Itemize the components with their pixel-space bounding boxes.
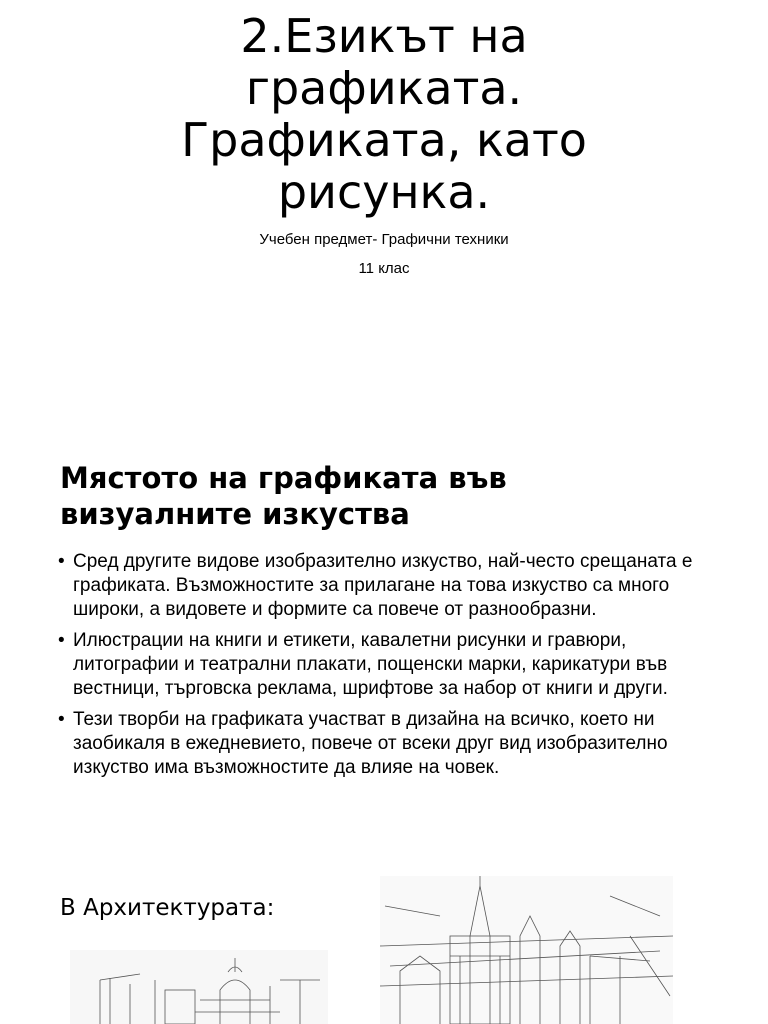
architecture-sketch-left xyxy=(70,950,328,1024)
bullet-list xyxy=(58,550,718,787)
list-item xyxy=(58,708,718,780)
list-item xyxy=(58,550,718,622)
bullet-icon: • xyxy=(58,551,65,572)
section-heading: Мястото на графиката във визуалните изкуства xyxy=(60,461,507,531)
content-slide xyxy=(0,440,768,860)
grade-subtitle: 11 клас xyxy=(358,260,410,277)
bullet-text: Сред другите видове изобразително изкуство, най-често срещаната е графиката. Възможностите за прилагане на това изкуство са много широки, а видовете и формите са повече от разнообразни. xyxy=(73,551,693,620)
bullet-text: Илюстрации на книги и етикети, кавалетни рисунки и гравюри, литографии и театрални плакати, пощенски марки, карикатури във вестници, търговска реклама, шрифтове за набор от книги и други. xyxy=(73,630,668,699)
bullet-icon: • xyxy=(58,630,65,651)
bullet-icon: • xyxy=(58,709,65,730)
subject-subtitle: Учебен предмет- Графични техники xyxy=(259,231,509,248)
title-line: Графиката, като xyxy=(181,113,587,167)
title-slide xyxy=(0,0,768,440)
architecture-slide xyxy=(0,860,768,1024)
title-line: графиката. xyxy=(245,61,523,115)
title-line: 2.Езикът на xyxy=(240,9,528,63)
list-item xyxy=(58,629,718,701)
presentation-title xyxy=(90,10,678,218)
bullet-text: Тези творби на графиката участват в дизайна на всичко, което ни заобикаля в ежедневието, повече от всеки друг вид изобразително изкуство има възможностите да влияе на човек. xyxy=(73,709,668,778)
title-line: рисунка. xyxy=(277,165,491,219)
architecture-heading: В Архитектурата: xyxy=(60,895,275,921)
architecture-sketch-right xyxy=(380,876,673,1024)
